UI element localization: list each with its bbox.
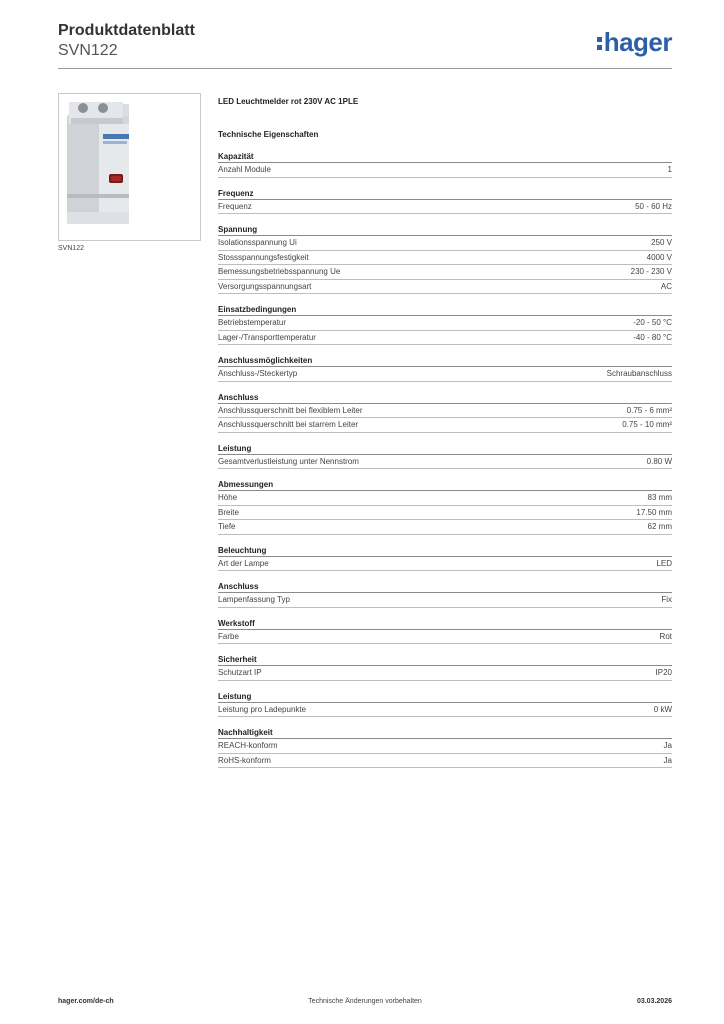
- spec-value: 0.80 W: [646, 456, 672, 466]
- section-title: Leistung: [218, 443, 672, 455]
- section-title: Werkstoff: [218, 618, 672, 630]
- spec-value: Schraubanschluss: [606, 369, 672, 378]
- spec-label: Betriebstemperatur: [218, 318, 287, 327]
- spec-label: Anschlussquerschnitt bei starrem Leiter: [218, 420, 359, 429]
- spec-row: [218, 557, 672, 572]
- spec-value: 83 mm: [647, 493, 672, 502]
- spec-label: Stossspannungsfestigkeit: [218, 252, 309, 262]
- spec-section: [218, 355, 672, 382]
- section-title: Sicherheit: [218, 654, 672, 666]
- spec-row: [218, 316, 672, 331]
- page-footer: [58, 998, 672, 1008]
- footer-date: 03.03.2026: [636, 998, 672, 1005]
- spec-label: Lampenfassung Typ: [218, 595, 290, 604]
- document-title: Produktdatenblatt: [58, 22, 195, 39]
- section-title: Einsatzbedingungen: [218, 304, 672, 316]
- page-header: [58, 22, 672, 70]
- spec-label: Schutzart IP: [218, 668, 262, 677]
- spec-label: Farbe: [218, 631, 239, 641]
- spec-row: [218, 506, 672, 521]
- document-subtitle: SVN122: [58, 42, 118, 59]
- spec-value: -20 - 50 °C: [633, 318, 672, 327]
- section-title: Beleuchtung: [218, 545, 672, 557]
- spec-row: [218, 754, 672, 769]
- spec-value: AC: [660, 281, 672, 291]
- section-title: Kapazität: [218, 151, 672, 163]
- spec-value: 0.75 - 10 mm²: [622, 420, 672, 429]
- logo-dots-icon: [597, 28, 603, 56]
- section-title: Leistung: [218, 691, 672, 703]
- section-title: Spannung: [218, 224, 672, 236]
- spec-section: [218, 151, 672, 178]
- spec-value: 250 V: [651, 238, 672, 247]
- spec-label: Leistung pro Ladepunkte: [218, 704, 307, 714]
- spec-content: [218, 96, 672, 778]
- spec-value: 17.50 mm: [636, 507, 672, 517]
- section-title: Anschluss: [218, 392, 672, 404]
- footer-disclaimer: Technische Änderungen vorbehalten: [308, 998, 422, 1005]
- spec-section: [218, 691, 672, 718]
- spec-label: Bemessungsbetriebsspannung Ue: [218, 267, 341, 276]
- spec-row: [218, 200, 672, 215]
- spec-section: [218, 224, 672, 294]
- spec-section: [218, 581, 672, 608]
- spec-section: [218, 545, 672, 572]
- tech-heading: Technische Eigenschaften: [218, 130, 319, 139]
- spec-value: -40 - 80 °C: [633, 332, 672, 342]
- spec-row: [218, 404, 672, 419]
- spec-value: 1: [667, 165, 672, 174]
- spec-label: Frequenz: [218, 201, 252, 211]
- product-image: [58, 93, 201, 241]
- spec-section: [218, 392, 672, 433]
- section-title: Frequenz: [218, 188, 672, 200]
- footer-website: hager.com/de-ch: [58, 998, 114, 1005]
- section-title: Nachhaltigkeit: [218, 727, 672, 739]
- spec-label: Tiefe: [218, 522, 236, 531]
- spec-row: [218, 331, 672, 346]
- spec-value: LED: [656, 558, 672, 568]
- logo-text: hager: [603, 27, 672, 57]
- spec-row: [218, 236, 672, 251]
- spec-label: Breite: [218, 507, 239, 517]
- section-title: Abmessungen: [218, 479, 672, 491]
- spec-label: REACH-konform: [218, 741, 278, 750]
- spec-section: [218, 304, 672, 345]
- spec-value: Fix: [661, 595, 672, 604]
- hager-logo: [597, 28, 672, 56]
- spec-label: RoHS-konform: [218, 755, 271, 765]
- spec-value: IP20: [655, 668, 672, 677]
- spec-value: Ja: [663, 741, 672, 750]
- spec-sections: [218, 151, 672, 768]
- section-title: Anschluss: [218, 581, 672, 593]
- spec-section: [218, 443, 672, 470]
- spec-section: [218, 654, 672, 681]
- spec-value: 0.75 - 6 mm²: [626, 405, 672, 415]
- spec-row: [218, 593, 672, 608]
- section-title: Anschlussmöglichkeiten: [218, 355, 672, 367]
- spec-label: Anschluss-/Steckertyp: [218, 369, 298, 378]
- spec-value: 62 mm: [647, 522, 672, 531]
- spec-row: [218, 520, 672, 535]
- header-divider: [58, 68, 672, 69]
- spec-label: Versorgungsspannungsart: [218, 281, 312, 291]
- spec-row: [218, 163, 672, 178]
- spec-section: [218, 188, 672, 215]
- product-image-caption: SVN122: [58, 245, 85, 252]
- spec-row: [218, 418, 672, 433]
- spec-label: Isolationsspannung Ui: [218, 238, 297, 247]
- spec-label: Lager-/Transporttemperatur: [218, 332, 316, 342]
- spec-row: [218, 630, 672, 645]
- spec-section: [218, 727, 672, 768]
- spec-label: Anzahl Module: [218, 165, 271, 174]
- spec-row: [218, 280, 672, 295]
- spec-row: [218, 491, 672, 506]
- spec-row: [218, 455, 672, 470]
- spec-value: Ja: [663, 755, 672, 765]
- spec-section: [218, 479, 672, 535]
- spec-value: Rot: [659, 631, 672, 641]
- spec-row: [218, 367, 672, 382]
- spec-label: Höhe: [218, 493, 238, 502]
- spec-value: 4000 V: [646, 252, 672, 262]
- spec-value: 230 - 230 V: [630, 267, 672, 276]
- spec-row: [218, 703, 672, 718]
- spec-label: Gesamtverlustleistung unter Nennstrom: [218, 456, 359, 466]
- product-name: LED Leuchtmelder rot 230V AC 1PLE: [218, 97, 359, 106]
- spec-row: [218, 265, 672, 280]
- product-photo-illustration: [59, 94, 200, 240]
- spec-row: [218, 666, 672, 681]
- spec-label: Anschlussquerschnitt bei flexiblem Leiter: [218, 405, 363, 415]
- spec-value: 50 - 60 Hz: [635, 201, 672, 211]
- spec-row: [218, 739, 672, 754]
- spec-section: [218, 618, 672, 645]
- spec-row: [218, 251, 672, 266]
- spec-label: Art der Lampe: [218, 558, 269, 568]
- spec-value: 0 kW: [653, 704, 672, 714]
